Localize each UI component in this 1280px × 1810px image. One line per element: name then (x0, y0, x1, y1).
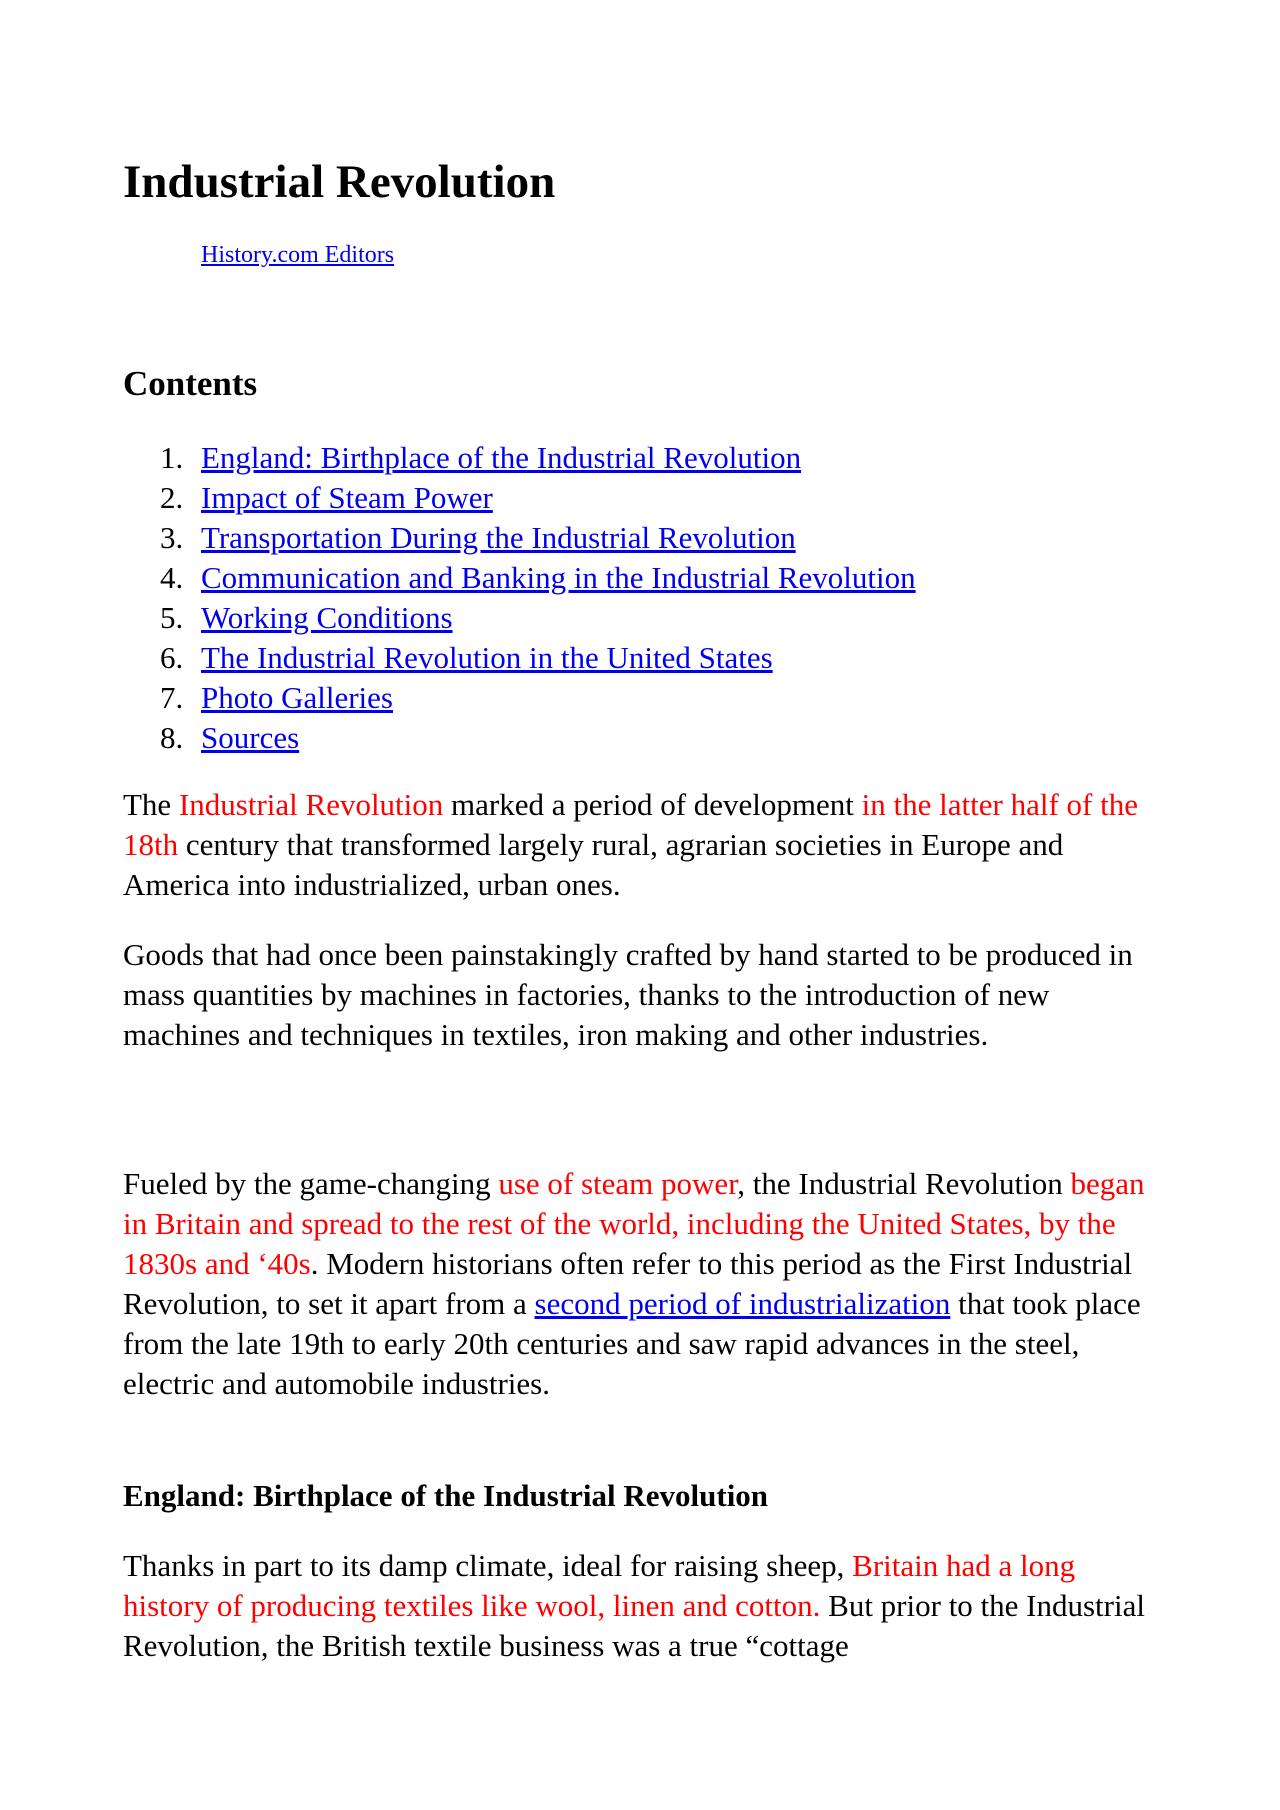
toc-number: 4. (160, 560, 184, 595)
toc-number: 8. (160, 720, 184, 755)
toc-number: 1. (160, 440, 184, 475)
highlighted-text: began in Britain and spread to the rest of the world, including the United States, by the 1830s and ‘40s (123, 1166, 1145, 1281)
england-paragraph (123, 1546, 1163, 1666)
intro-paragraph (123, 785, 1163, 905)
toc-link-england[interactable]: England: Birthplace of the Industrial Revolution (201, 440, 802, 475)
text-span: The (123, 787, 179, 822)
text-span: that took place from the late 19th to early 20th centuries and saw rapid advances in the steel, electric and automobile industries. (123, 1286, 1141, 1401)
author-link[interactable]: History.com Editors (201, 242, 395, 268)
highlighted-text: use of steam power (498, 1166, 738, 1201)
toc-number: 2. (160, 480, 184, 515)
toc-link-working-conditions[interactable]: Working Conditions (201, 600, 453, 635)
toc-link-communication-banking[interactable]: Communication and Banking in the Industrial Revolution (201, 560, 916, 595)
toc-item (123, 598, 916, 638)
contents-heading: Contents (123, 364, 258, 403)
toc-number: 6. (160, 640, 184, 675)
toc-number: 3. (160, 520, 184, 555)
highlighted-text: in the latter half of the 18th (123, 787, 1138, 862)
highlighted-text: Britain had a long history of producing textiles like wool, linen and cotton. (123, 1548, 1076, 1623)
toc-link-photo-galleries[interactable]: Photo Galleries (201, 680, 393, 715)
toc-item (123, 438, 916, 478)
toc-item (123, 518, 916, 558)
toc-number: 5. (160, 600, 184, 635)
steam-paragraph (123, 1164, 1163, 1404)
toc-item (123, 718, 916, 758)
text-span: century that transformed largely rural, agrarian societies in Europe and America into industrialized, urban ones. (123, 827, 1064, 902)
page-title: Industrial Revolution (123, 156, 556, 208)
toc-link-steam-power[interactable]: Impact of Steam Power (201, 480, 493, 515)
toc-link-united-states[interactable]: The Industrial Revolution in the United States (201, 640, 773, 675)
toc-item (123, 678, 916, 718)
toc-item (123, 558, 916, 598)
text-span: Fueled by the game-changing (123, 1166, 499, 1201)
toc-item (123, 478, 916, 518)
text-span: Thanks in part to its damp climate, ideal for raising sheep, (123, 1548, 853, 1583)
text-span: But prior to the Industrial Revolution, the British textile business was a true “cottage (123, 1588, 1145, 1663)
text-span: . Modern historians often refer to this period as the First Industrial Revolution, to set it apart from a (123, 1246, 1133, 1321)
text-span: , the Industrial Revolution (737, 1166, 1071, 1201)
highlighted-text: Industrial Revolution (178, 787, 444, 822)
table-of-contents (123, 438, 916, 758)
toc-item (123, 638, 916, 678)
toc-number: 7. (160, 680, 184, 715)
text-span: marked a period of development (443, 787, 862, 822)
toc-link-sources[interactable]: Sources (201, 720, 300, 755)
second-industrialization-link[interactable]: second period of industrialization (534, 1286, 951, 1321)
goods-paragraph: Goods that had once been painstakingly crafted by hand started to be produced in mass quantities by machines in factories, thanks to the introduction of new machines and techniques in textiles, iron making and other industries. (123, 937, 1133, 1052)
section-heading-england: England: Birthplace of the Industrial Revolution (123, 1478, 769, 1513)
toc-link-transportation[interactable]: Transportation During the Industrial Revolution (201, 520, 796, 555)
